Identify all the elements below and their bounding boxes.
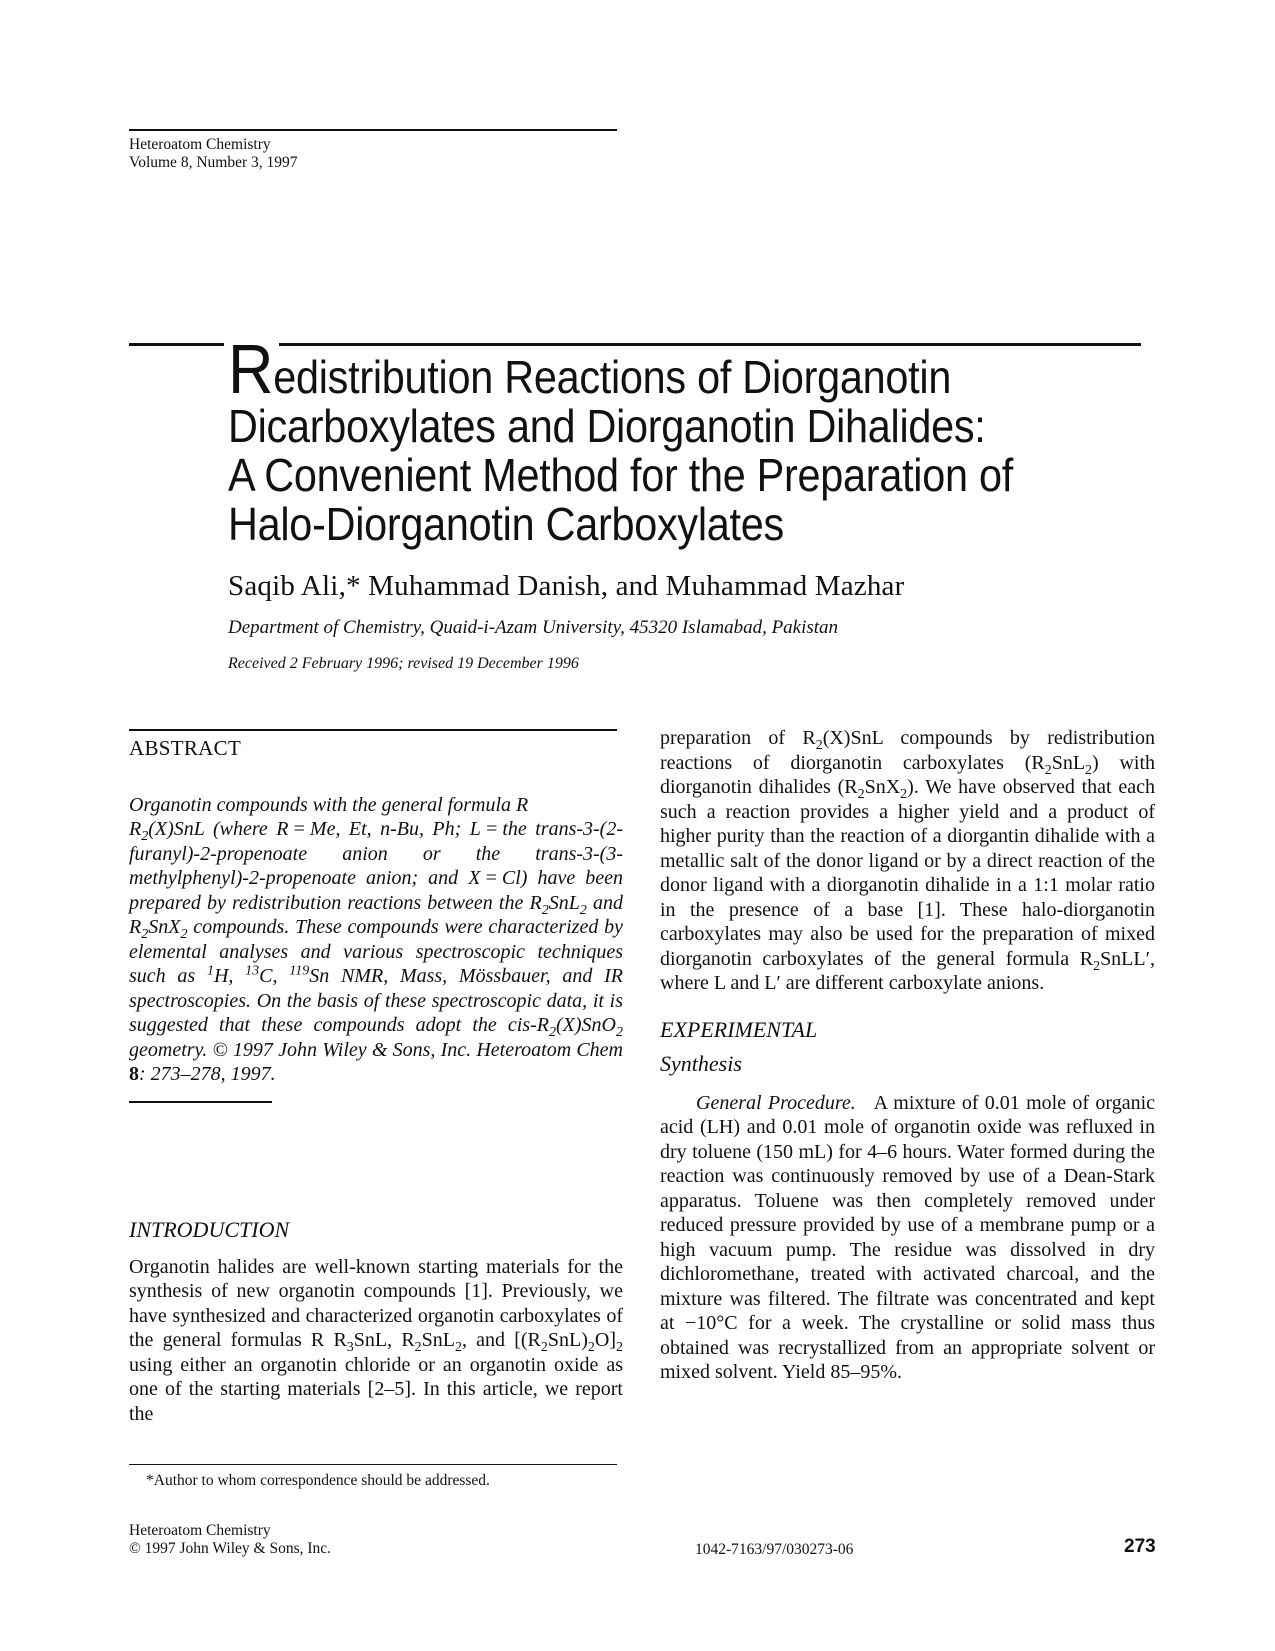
journal-header — [129, 136, 297, 172]
intro-continuation: preparation of $R_2(X)SnL$ compounds by redistribution reactions of diorganotin carboxylates $(R_2SnL_2)$ with diorganotin dihalides $(R_2SnX_2)$. We have observed that each such a reaction provides a higher yield and a product of higher purity than the reaction of a diorgantin dihalide with a metallic salt of the donor ligand or by a direct reaction of the donor ligand with a diorganotin dihalide in a 1:1 molar ratio in the presence of a base [1]. These halo-diorganotin carboxylates may also be used for the preparation of mixed diorganotin carboxylates of the general formula $R_2SnLL'$, where L and L′ are different carboxylate anions. — [660, 727, 1155, 994]
journal-name: Heteroatom Chemistry — [129, 136, 271, 153]
title-line-4: Halo-Diorganotin Carboxylates — [228, 498, 784, 550]
synthesis-heading: Synthesis — [660, 1051, 742, 1076]
title-line-2: Dicarboxylates and Diorganotin Dihalides: — [228, 400, 986, 452]
introduction-paragraph: Organotin halides are well-known starting materials for the synthesis of new organotin compounds [1]. Previously, we have synthesized and characterized organotin carboxylates of the general formulas R $R_3SnL$, $R_2SnL_2$, and $[(R_2SnL)_2O]_2$ using either an organotin chloride or an organotin oxide as one of the starting materials [2–5]. In this article, we report the — [129, 1255, 624, 1425]
journal-volume: Volume 8, Number 3, 1997 — [129, 154, 298, 171]
run-in-heading: General Procedure. — [696, 1091, 856, 1114]
title-rule-left — [129, 343, 224, 346]
footer-copyright: © 1997 John Wiley & Sons, Inc. — [129, 1540, 332, 1557]
title-line-3: A Convenient Method for the Preparation of — [228, 449, 1013, 501]
page-number: 273 — [1124, 1536, 1156, 1557]
footer-journal: Heteroatom Chemistry — [129, 1522, 271, 1539]
footnote: *Author to whom correspondence should be addressed. — [146, 1472, 490, 1489]
introduction-section — [129, 1218, 623, 1426]
affiliation: Department of Chemistry, Quaid-i-Azam University, 45320 Islamabad, Pakistan — [228, 617, 839, 638]
author-list: Saqib Ali,* Muhammad Danish, and Muhammad Mazhar — [228, 570, 905, 602]
footer-left — [129, 1522, 331, 1558]
abstract-end-rule — [129, 1101, 272, 1103]
article-title — [228, 330, 1074, 550]
abstract-heading: ABSTRACT — [129, 736, 242, 760]
abstract-text: Organotin compounds with the general formula R $R_2(X)SnL$ (where R = Me, Et, n-Bu, Ph; L = the trans-3-(2-furanyl)-2-propenoate anion or the trans-3-(3-methylphenyl)-2-propenoate anion; and X = Cl) have been prepared by redistribution reactions between the $R_2SnL_2$ and $R_2SnX_2$ compounds. These compounds were characterized by elemental analyses and various spectroscopic techniques such as $^1$H, $^{13}$C, $^{119}$Sn NMR, Mass, Mössbauer, and IR spectroscopies. On the basis of these spectroscopic data, it is suggested that these compounds adopt the cis-$R_2(X)SnO_2$ geometry. © 1997 John Wiley & Sons, Inc. Heteroatom Chem 8: 273–278, 1997. — [129, 793, 624, 1085]
experimental-heading: EXPERIMENTAL — [660, 1016, 818, 1042]
title-drop-cap: R — [228, 330, 274, 408]
introduction-heading: INTRODUCTION — [129, 1217, 290, 1242]
general-procedure-paragraph: General Procedure. A mixture of 0.01 mole of organic acid (LH) and 0.01 mole of organotin oxide was refluxed in dry toluene (150 mL) for 4–6 hours. Water formed during the reaction was continuously removed by use of a Dean-Stark apparatus. Toluene was then completely removed under reduced pressure provided by use of a membrane pump or a high vacuum pump. The residue was dissolved in dry dichloromethane, treated with activated charcoal, and the mixture was filtered. The filtrate was concentrated and kept at −10°C for a week. The crystalline or solid mass thus obtained was recrystallized from an appropriate solvent or mixed solvent. Yield 85–95%. — [660, 1091, 1156, 1383]
title-line-1: Redistribution Reactions of Diorganotin — [228, 330, 952, 408]
left-column — [129, 736, 623, 1087]
header-rule — [129, 129, 617, 131]
footnote-rule — [129, 1464, 617, 1465]
footer-code: 1042-7163/97/030273-06 — [695, 1541, 854, 1558]
abstract-rule — [129, 729, 617, 731]
received-dates: Received 2 February 1996; revised 19 December 1996 — [228, 655, 579, 672]
right-column — [660, 726, 1155, 1385]
